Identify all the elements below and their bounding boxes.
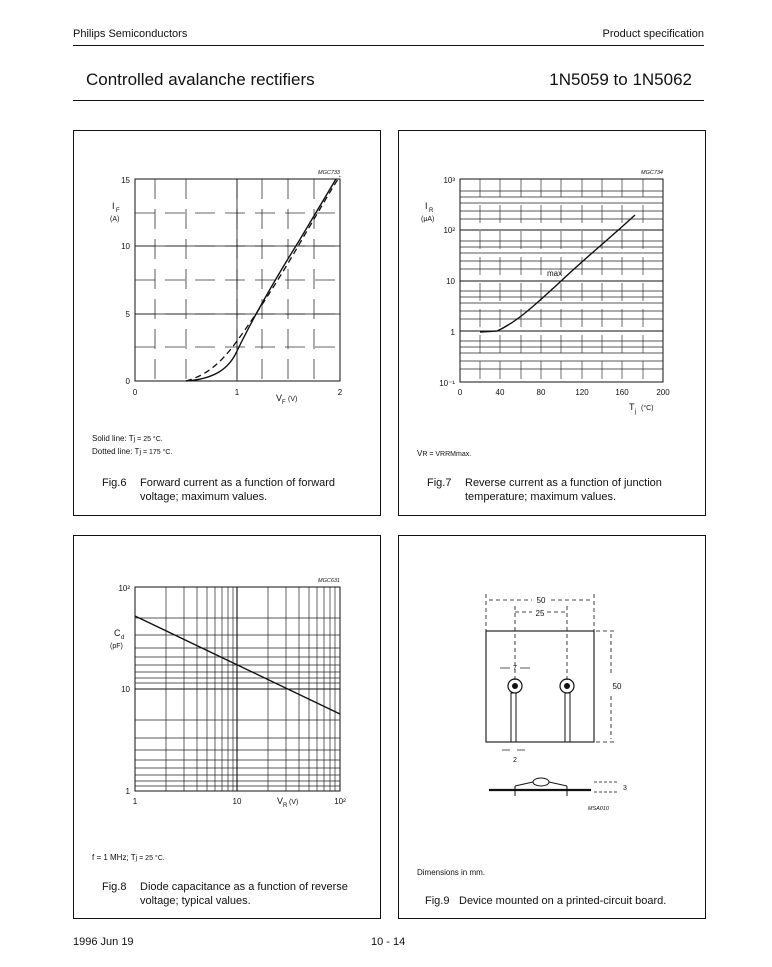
fig8-ytick-1: 1 (125, 787, 130, 796)
fig7-ytick-10: 10 (446, 277, 455, 286)
fig8-xlabel: V (277, 796, 284, 806)
header-rule-bottom (73, 100, 704, 101)
fig7-xtick-200: 200 (656, 388, 670, 397)
fig6-note-solid-text: Solid line: T (92, 434, 134, 443)
fig7-caption-text: Reverse current as a function of junction temperature; maximum values. (465, 477, 662, 503)
fig8-ytick-100: 10² (118, 584, 130, 593)
fig6-ytick-15: 15 (121, 176, 130, 185)
fig8-code: MGC631 (317, 578, 340, 584)
fig6-yunit: (A) (110, 216, 120, 223)
fig9-caption-text: Device mounted on a printed-circuit board. (459, 895, 667, 907)
fig7-ylabel: I (425, 201, 428, 211)
fig9-track-right (565, 693, 570, 742)
fig8-ytick-10: 10 (121, 685, 130, 694)
fig6-note-dotted (92, 446, 172, 459)
fig9-label: Fig.9 (425, 895, 450, 907)
fig8-panel (73, 535, 381, 919)
fig7-xtick-120: 120 (575, 388, 589, 397)
fig7-ylabel-sub: R (429, 208, 434, 214)
fig9-panel (398, 535, 706, 919)
fig9-pcb-board (486, 631, 594, 742)
fig7-chart (399, 131, 705, 431)
fig9-note: Dimensions in mm. (417, 868, 486, 877)
fig7-note-text: V (417, 449, 423, 458)
fig9-track-left (511, 693, 516, 742)
fig9-dim-50-top: 50 (536, 596, 546, 605)
fig7-ytick-01: 10⁻¹ (439, 379, 455, 388)
fig6-note-dotted-rest: j = 175 °C. (139, 449, 173, 456)
fig9-dim-7: 7 (513, 665, 517, 672)
fig7-ytick-1: 1 (450, 328, 455, 337)
fig9-dim-3: 3 (623, 785, 627, 792)
document-type: Product specification (602, 28, 704, 40)
fig7-xtick-80: 80 (536, 388, 546, 397)
fig8-xtick-10: 10 (232, 797, 242, 806)
fig6-xlabel: V (276, 393, 283, 403)
fig8-xunit: (V) (289, 799, 299, 806)
fig7-note (417, 448, 471, 461)
fig6-xunit: (V) (288, 396, 298, 403)
fig8-xlabel-sub: R (283, 803, 288, 809)
fig8-xtick-100: 10² (334, 797, 346, 806)
fig6-xtick-0: 0 (132, 388, 138, 397)
fig8-ylabel: C (114, 628, 121, 638)
fig6-ytick-5: 5 (125, 310, 130, 319)
fig7-note-rest: R = VRRMmax. (422, 451, 472, 458)
fig7-xtick-0: 0 (457, 388, 463, 397)
fig8-chart (74, 536, 380, 826)
fig8-note-rest: j = 25 °C. (135, 855, 165, 862)
company-name: Philips Semiconductors (73, 28, 188, 40)
fig6-ytick-0: 0 (125, 377, 130, 386)
fig6-code: MGC733 (317, 170, 340, 176)
fig7-xtick-160: 160 (615, 388, 629, 397)
document-title: Controlled avalanche rectifiers (86, 70, 315, 89)
fig9-diode-body (533, 778, 549, 786)
fig6-ylabel-sub: F (116, 208, 120, 214)
fig6-caption-text: Forward current as a function of forward voltage; maximum values. (140, 477, 336, 503)
fig6-ytick-10: 10 (121, 242, 130, 251)
footer-date: 1996 Jun 19 (73, 936, 134, 948)
footer-page: 10 - 14 (371, 936, 406, 948)
fig6-label: Fig.6 (102, 477, 127, 489)
fig7-ytick-1000: 10³ (443, 176, 455, 185)
fig6-note-solid-rest: j = 25 °C. (133, 436, 163, 443)
fig8-note-text: f = 1 MHz; T (92, 853, 136, 862)
fig8-yunit: (pF) (110, 643, 123, 650)
fig9-dim-2: 2 (513, 757, 517, 764)
fig6-xtick-1: 1 (234, 388, 240, 397)
fig9-dim-25: 25 (535, 609, 545, 618)
fig8-xtick-1: 1 (132, 797, 138, 806)
fig7-yunit: (μA) (421, 216, 435, 223)
fig7-curve-label: max (547, 269, 563, 278)
fig8-ylabel-sub: d (121, 635, 125, 641)
fig6-note-solid (92, 433, 163, 446)
fig7-xlabel: T (629, 402, 635, 412)
fig7-ytick-100: 10² (443, 226, 455, 235)
fig8-label: Fig.8 (102, 881, 127, 893)
fig6-chart (74, 131, 380, 431)
fig6-xtick-2: 2 (337, 388, 343, 397)
fig7-xlabel-sub: j (635, 409, 637, 415)
fig6-xlabel-sub: F (282, 400, 286, 406)
fig9-code: MSA010 (587, 806, 609, 812)
part-range: 1N5059 to 1N5062 (549, 70, 692, 89)
header-rule-top (73, 45, 704, 46)
fig7-xtick-40: 40 (495, 388, 505, 397)
fig7-code: MGC734 (640, 170, 663, 176)
fig8-caption-text: Diode capacitance as a function of reverse voltage; typical values. (140, 881, 348, 907)
fig9-dim-50-side: 50 (612, 682, 622, 691)
fig6-ylabel: I (112, 201, 115, 211)
fig6-panel (73, 130, 381, 516)
fig7-label: Fig.7 (427, 477, 452, 489)
fig6-curve-175c (186, 176, 340, 381)
fig6-note-dotted-text: Dotted line: T (92, 447, 140, 456)
fig7-panel (398, 130, 706, 516)
fig8-note (92, 852, 165, 865)
fig7-xunit: (°C) (641, 405, 654, 412)
fig9-drawing (399, 536, 705, 836)
